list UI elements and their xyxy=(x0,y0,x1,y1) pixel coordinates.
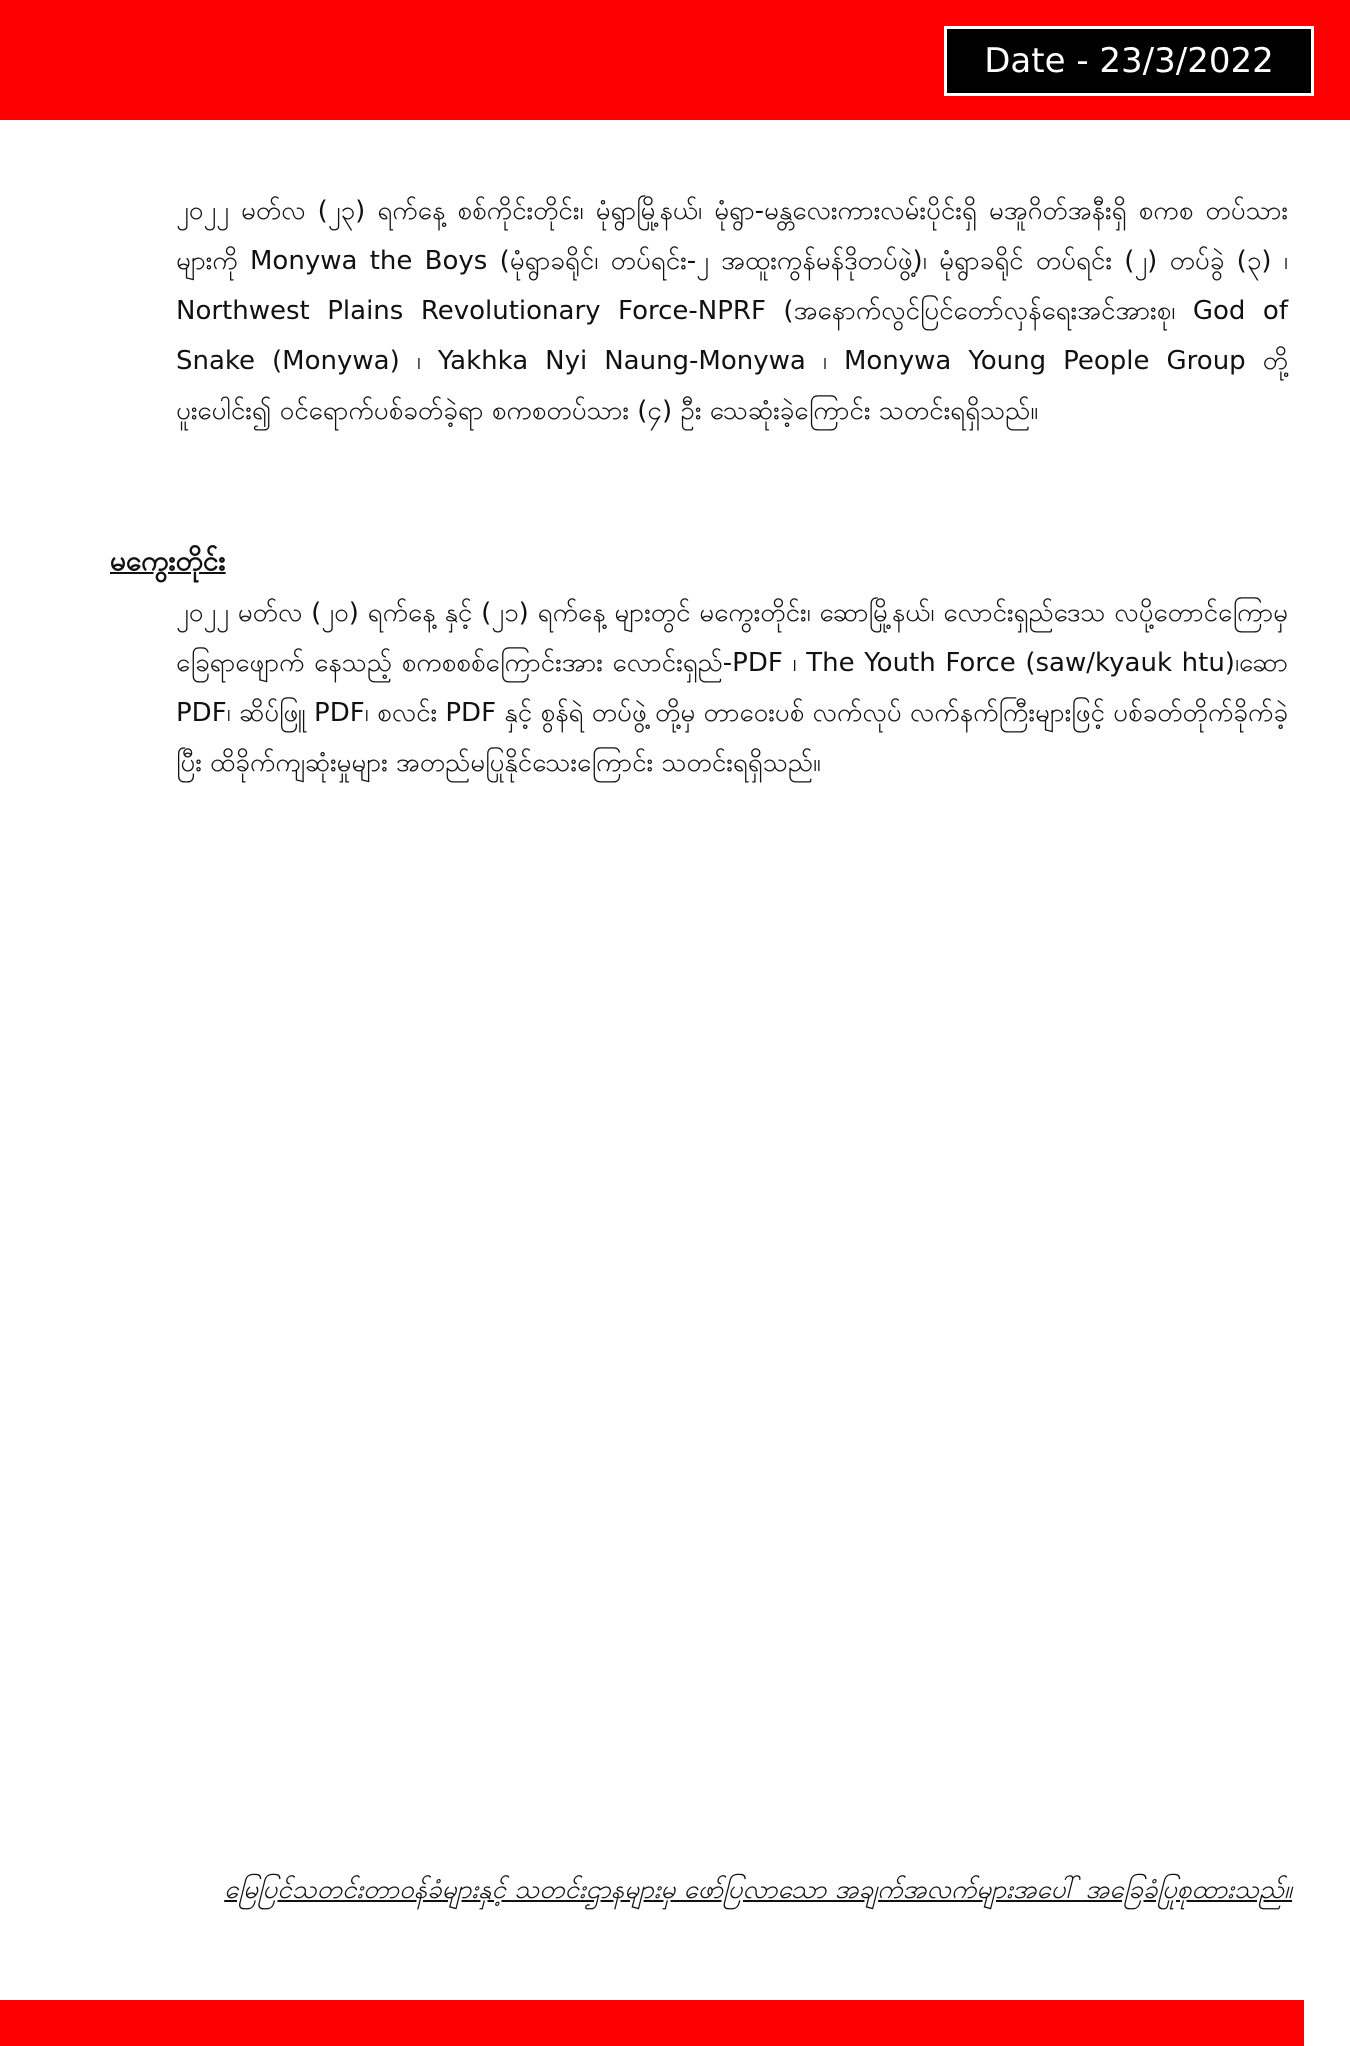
report-paragraph-sagaing: ၂၀၂၂ မတ်လ (၂၃) ရက်နေ့ စစ်ကိုင်းတိုင်း၊ မုံရွာမြို့နယ်၊ မုံရွာ-မန္တလေးကားလမ်းပိုင်းရှိ မအူဂိတ်အနီးရှိ စကစ တပ်သားများကို Monywa the Boys (မုံရွာခရိုင်၊ တပ်ရင်း-၂ အထူးကွန်မန်ဒိုတပ်ဖွဲ့)၊ မုံရွာခရိုင် တပ်ရင်း (၂) တပ်ခွဲ (၃) ၊ Northwest Plains Revolutionary Force-NPRF (အနောက်လွင်ပြင်တော်လှန်ရေးအင်အားစု၊ God of Snake (Monywa) ၊ Yakhka Nyi Naung-Monywa ၊ Monywa Young People Group တို့ ပူးပေါင်း၍ ဝင်ရောက်ပစ်ခတ်ခဲ့ရာ စကစတပ်သား (၄) ဦး သေဆုံးခဲ့ကြောင်း သတင်းရရှိသည်။ xyxy=(176,196,1288,426)
report-paragraph-magway: ၂၀၂၂ မတ်လ (၂၀) ရက်နေ့ နှင့် (၂၁) ရက်နေ့ များတွင် မကွေးတိုင်း၊ ဆောမြို့နယ်၊ လောင်းရှည်ဒေသ လပို့တောင်ကြောမှ ခြေရာဖျောက် နေသည့် စကစစစ်ကြောင်းအား လောင်းရှည်-PDF ၊ The Youth Force (saw/kyauk htu)၊ဆော PDF၊ ဆိပ်ဖြူ PDF၊ စလင်း PDF နှင့် စွန်ရဲ တပ်ဖွဲ့ တို့မှ တာဝေးပစ် လက်လုပ် လက်နက်ကြီးများဖြင့် ပစ်ခတ်တိုက်ခိုက်ခဲ့ပြီး ထိခိုက်ကျဆုံးမှုများ အတည်မပြုနိုင်သေးကြောင်း သတင်းရရှိသည်။ xyxy=(176,598,1288,778)
source-footnote: မြေပြင်သတင်းတာဝန်ခံများနှင့် သတင်းဌာနများမှ ဖော်ပြလာသော အချက်အလက်များအပေါ် အခြေခံပြုစုထားသည်။ xyxy=(224,1875,1292,1905)
date-label: Date - 23/3/2022 xyxy=(944,26,1314,96)
section-heading-magway: မကွေးတိုင်း xyxy=(110,544,226,577)
footer-bar xyxy=(0,2000,1304,2046)
